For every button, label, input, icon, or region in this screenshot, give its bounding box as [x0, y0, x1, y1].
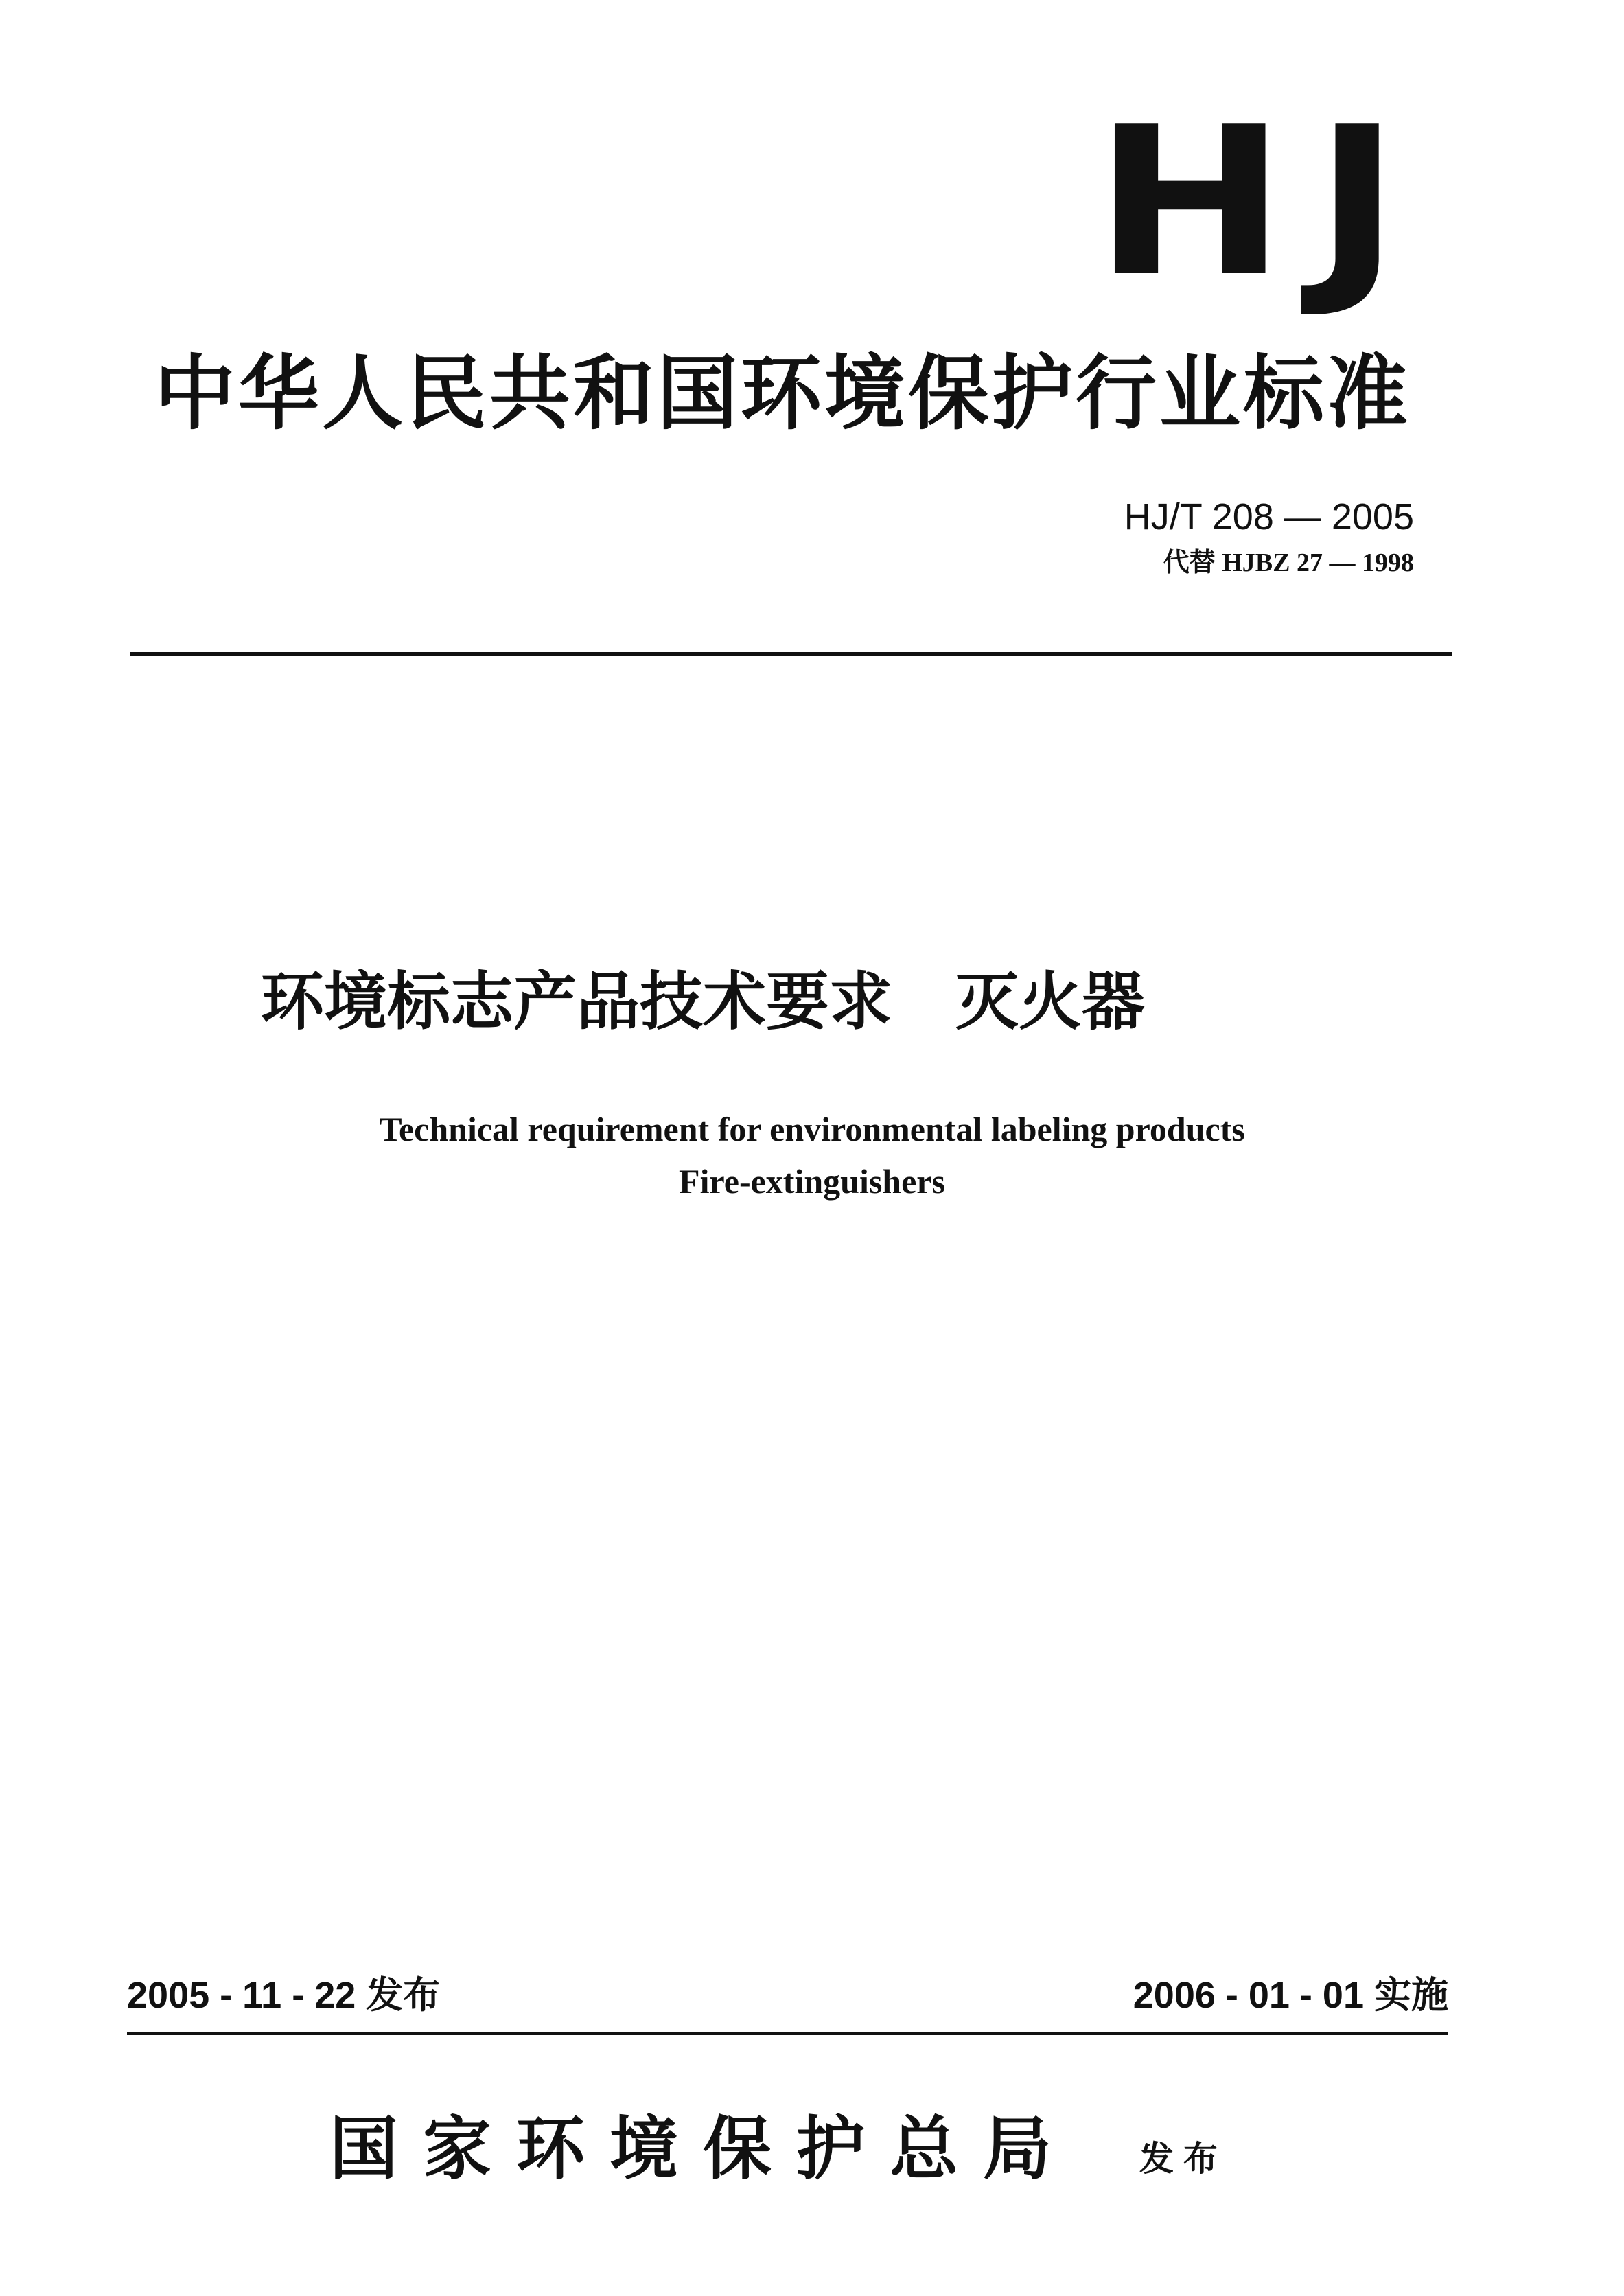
- english-title-line2: Fire-extinguishers: [679, 1162, 945, 1201]
- replaces-standard: 代替 HJBZ 27 — 1998: [1163, 548, 1414, 577]
- implementation-date: 2006 - 01 - 01 实施: [1133, 1975, 1448, 2016]
- issued-label: 发布: [1139, 2138, 1227, 2179]
- issuing-authority: 国家环境保护总局: [329, 2108, 1076, 2189]
- standard-category-title: 中华人民共和国环境保护行业标准: [154, 346, 1411, 441]
- hj-logo: HJ: [1093, 82, 1428, 322]
- standard-number: HJ/T 208 — 2005: [1124, 496, 1414, 537]
- issue-date: 2005 - 11 - 22 发布: [127, 1975, 441, 2016]
- top-divider: [130, 652, 1452, 656]
- english-title-line1: Technical requirement for environmental labeling products: [379, 1110, 1245, 1148]
- bottom-divider: [127, 2032, 1448, 2035]
- chinese-title: 环境标志产品技术要求 灭火器: [261, 965, 1146, 1039]
